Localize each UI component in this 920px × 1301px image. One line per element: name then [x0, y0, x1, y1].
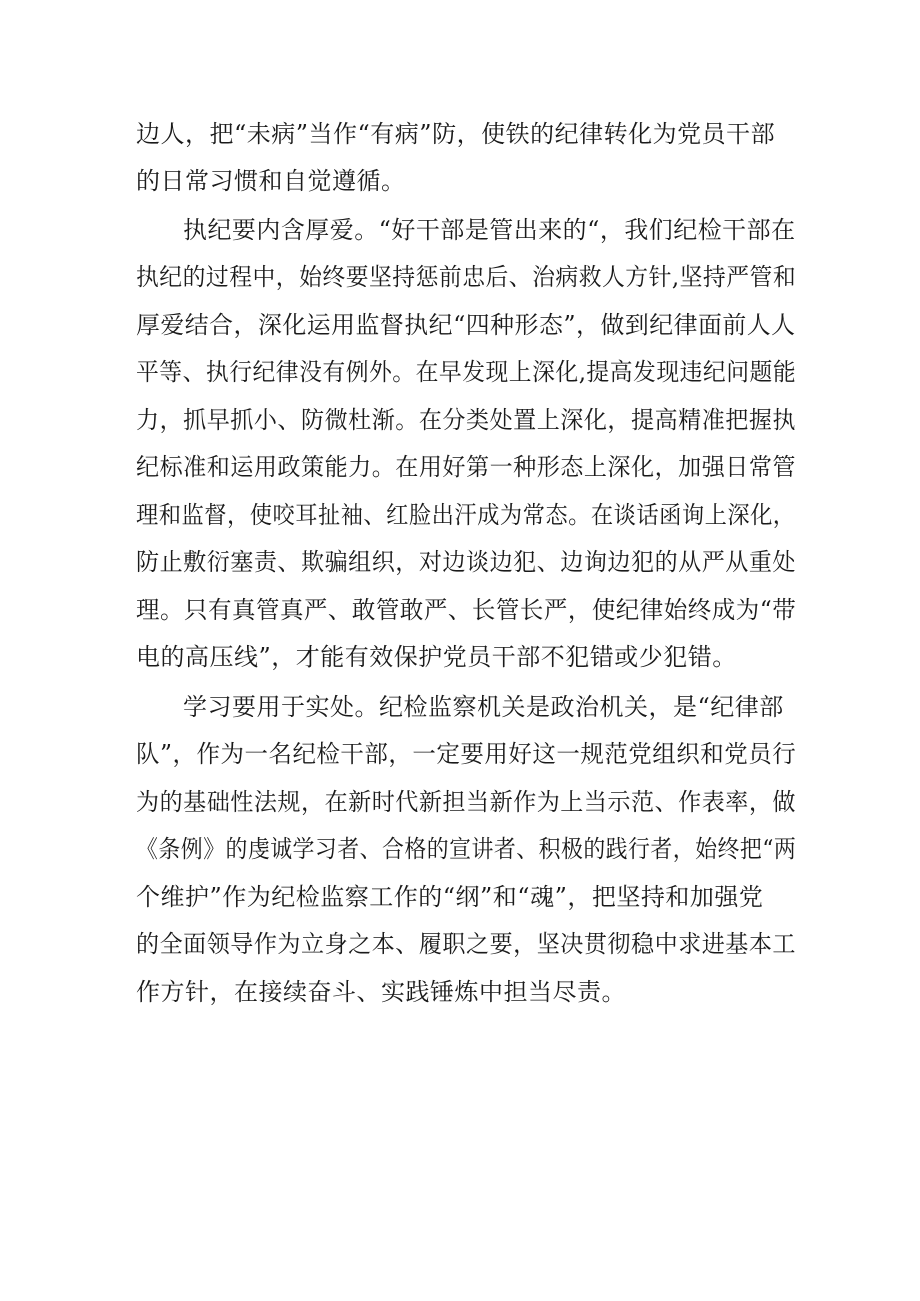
paragraph-1-line-2: 的日常习惯和自觉遵循。 [136, 167, 406, 195]
paragraph-3-line-7: 作方针，在接续奋斗、实践锤炼中担当尽责。 [136, 978, 626, 1006]
paragraph-2-line-1: 执纪要内含厚爱。“好干部是管出来的“，我们纪检干部在 [183, 216, 796, 244]
paragraph-2-line-3: 厚爱结合，深化运用监督执纪“四种形态”，做到纪律面前人人 [136, 311, 796, 339]
paragraph-1-line-1: 边人，把“未病”当作“有病”防，使铁的纪律转化为党员干部 [136, 120, 776, 148]
paragraph-2-line-10: 电的高压线”，才能有效保护党员干部不犯错或少犯错。 [136, 643, 737, 671]
paragraph-2-line-6: 纪标准和运用政策能力。在用好第一种形态上深化，加强日常管 [136, 453, 797, 481]
paragraph-2-line-9: 理。只有真管真严、敢管敢严、长管长严，使纪律始终成为“带 [136, 596, 797, 624]
paragraph-2-line-8: 防止敷衍塞责、欺骗组织，对边谈边犯、边询边犯的从严从重处 [136, 548, 797, 576]
paragraph-3-line-4: 《条例》的虔诚学习者、合格的宣讲者、积极的践行者，始终把“两 [136, 835, 797, 863]
paragraph-2-line-5: 力，抓早抓小、防微杜渐。在分类处置上深化，提高精准把握执 [136, 406, 797, 434]
paragraph-3-line-6: 的全面领导作为立身之本、履职之要，坚决贯彻稳中求进基本工 [136, 930, 797, 958]
paragraph-3-line-3: 为的基础性法规，在新时代新担当新作为上当示范、作表率，做 [136, 788, 797, 816]
paragraph-2-line-4: 平等、执行纪律没有例外。在早发现上深化,提高发现违纪问题能 [136, 358, 797, 386]
paragraph-3-line-5: 个维护”作为纪检监察工作的“纲”和“魂”，把坚持和加强党 [136, 883, 764, 911]
paragraph-2-line-7: 理和监督，使咬耳扯袖、红脸出汗成为常态。在谈话函询上深化， [136, 501, 796, 529]
paragraph-2-line-2: 执纪的过程中，始终要坚持惩前忠后、治病救人方针,坚持严管和 [136, 263, 797, 291]
paragraph-3-line-2: 队”，作为一名纪检干部，一定要用好这一规范党组织和党员行 [136, 740, 797, 768]
paragraph-3-line-1: 学习要用于实处。纪检监察机关是政治机关，是“纪律部 [183, 693, 784, 721]
